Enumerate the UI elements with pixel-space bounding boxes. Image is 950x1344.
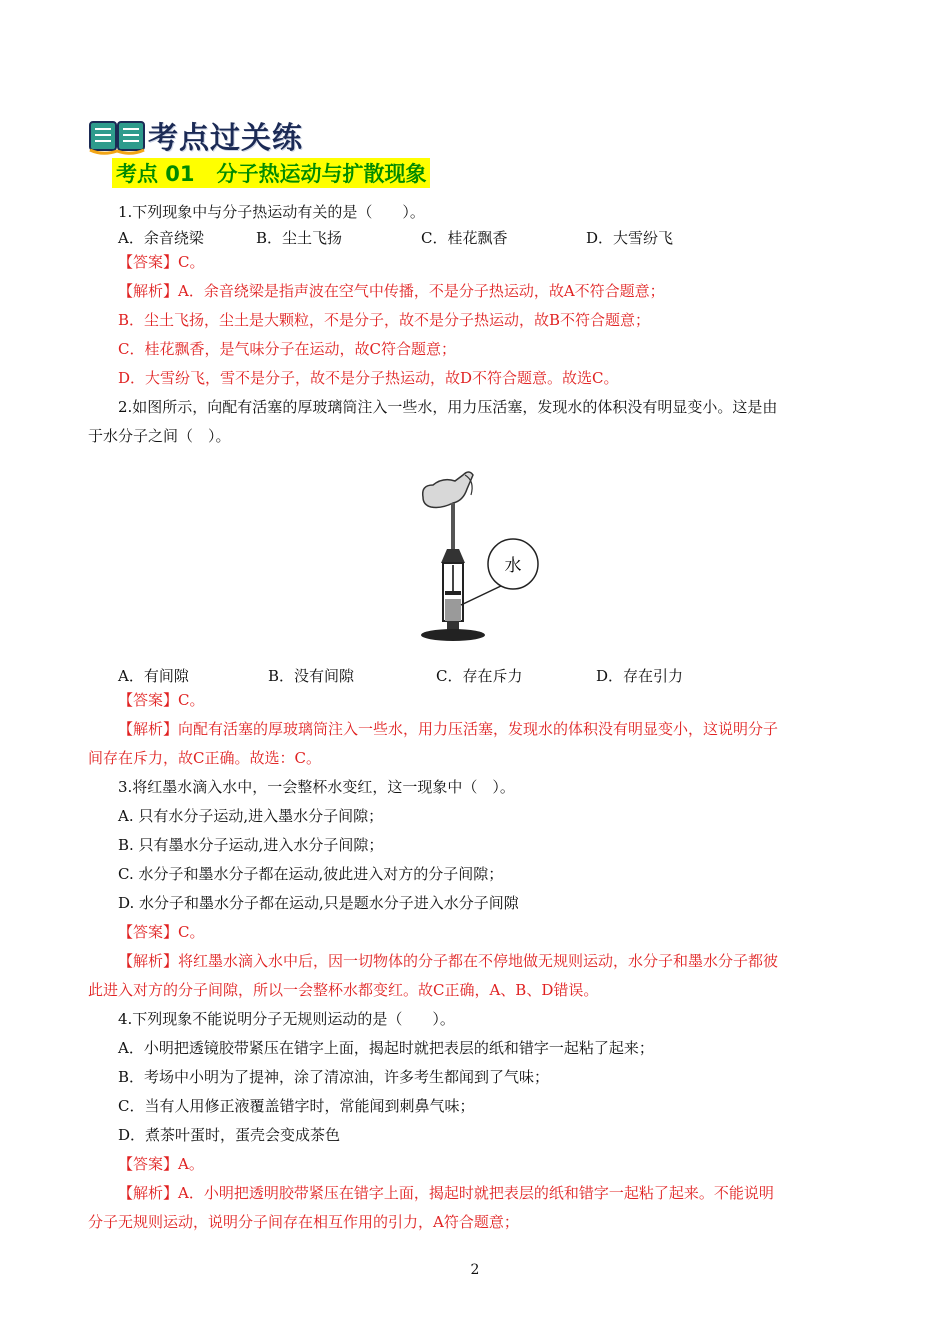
analysis-line: 间存在斥力，故C正确。故选：C。 [88,749,321,767]
option-c: C. 水分子和墨水分子都在运动,彼此进入对方的分子间隙； [118,865,504,883]
option-d: D．存在引力 [596,667,684,685]
option-b: B．尘土飞扬 [256,229,343,247]
question-content [88,198,868,1237]
answer: 【答案】C。 [118,253,205,271]
analysis-line: 【解析】向配有活塞的厚玻璃筒注入一些水，用力压活塞，发现水的体积没有明显变小，这说明分子 [118,720,779,738]
analysis-line: 分子无规则运动，说明分子间存在相互作用的引力，A符合题意； [88,1213,519,1231]
analysis-line: 【解析】将红墨水滴入水中后，因一切物体的分子都在不停地做无规则运动，水分子和墨水分子都彼 [118,952,779,970]
section-title: 考点 01 分子热运动与扩散现象 [112,158,430,188]
analysis-line: 【解析】A．余音绕梁是指声波在空气中传播，不是分子热运动，故A不符合题意； [118,282,665,300]
question-2-options [88,665,868,686]
question-3-stem: 3.将红墨水滴入水中，一会整杯水变红，这一现象中（ ）。 [118,778,515,796]
option-b: B．没有间隙 [268,667,355,685]
answer: 【答案】C。 [118,691,205,709]
question-1-stem: 1.下列现象中与分子热运动有关的是（ ）。 [118,203,425,221]
question-2-stem: 于水分子之间（ ）。 [88,427,231,445]
option-a: A. 只有水分子运动,进入墨水分子间隙； [118,807,384,825]
page-number: 2 [470,1262,480,1278]
analysis-line: 【解析】A．小明把透明胶带紧压在错字上面，揭起时就把表层的纸和错字一起粘了起来。不能说明 [118,1184,774,1202]
option-d: D. 水分子和墨水分子都在运动,只是题水分子进入水分子间隙 [118,894,519,912]
option-c: C．存在斥力 [436,667,523,685]
analysis-line: B．尘土飞扬，尘土是大颗粒，不是分子，故不是分子热运动，故B不符合题意； [118,311,651,329]
piston-figure [88,459,868,659]
option-c: C．桂花飘香 [421,229,508,247]
question-1-options [88,227,868,248]
glass-cylinder-illustration [403,467,553,652]
analysis-line: D．大雪纷飞，雪不是分子，故不是分子热运动，故D不符合题意。故选C。 [118,369,619,387]
option-c: C．当有人用修正液覆盖错字时，常能闻到刺鼻气味； [118,1097,475,1115]
header-title: 考点过关练 [148,121,303,156]
option-d: D．煮茶叶蛋时，蛋壳会变成茶色 [118,1126,341,1144]
analysis-line: 此进入对方的分子间隙，所以一会整杯水都变红。故C正确，A、B、D错误。 [88,981,599,999]
answer: 【答案】A。 [118,1155,204,1173]
question-2-stem: 2.如图所示，向配有活塞的厚玻璃筒注入一些水，用力压活塞，发现水的体积没有明显变小。这是由 [118,398,778,416]
question-4-stem: 4.下列现象不能说明分子无规则运动的是（ ）。 [118,1010,455,1028]
option-a: A．小明把透镜胶带紧压在错字上面，揭起时就把表层的纸和错字一起粘了起来； [118,1039,654,1057]
option-a: A．余音绕梁 [118,229,204,247]
figure-label: 水 [504,555,522,576]
answer: 【答案】C。 [118,923,205,941]
option-d: D．大雪纷飞 [586,229,674,247]
option-b: B．考场中小明为了提神，涂了清凉油，许多考生都闻到了气味； [118,1068,550,1086]
option-a: A．有间隙 [118,667,189,685]
analysis-line: C．桂花飘香，是气味分子在运动，故C符合题意； [118,340,456,358]
book-icon [88,114,146,156]
section-header [88,112,303,158]
option-b: B. 只有墨水分子运动,进入水分子间隙； [118,836,384,854]
